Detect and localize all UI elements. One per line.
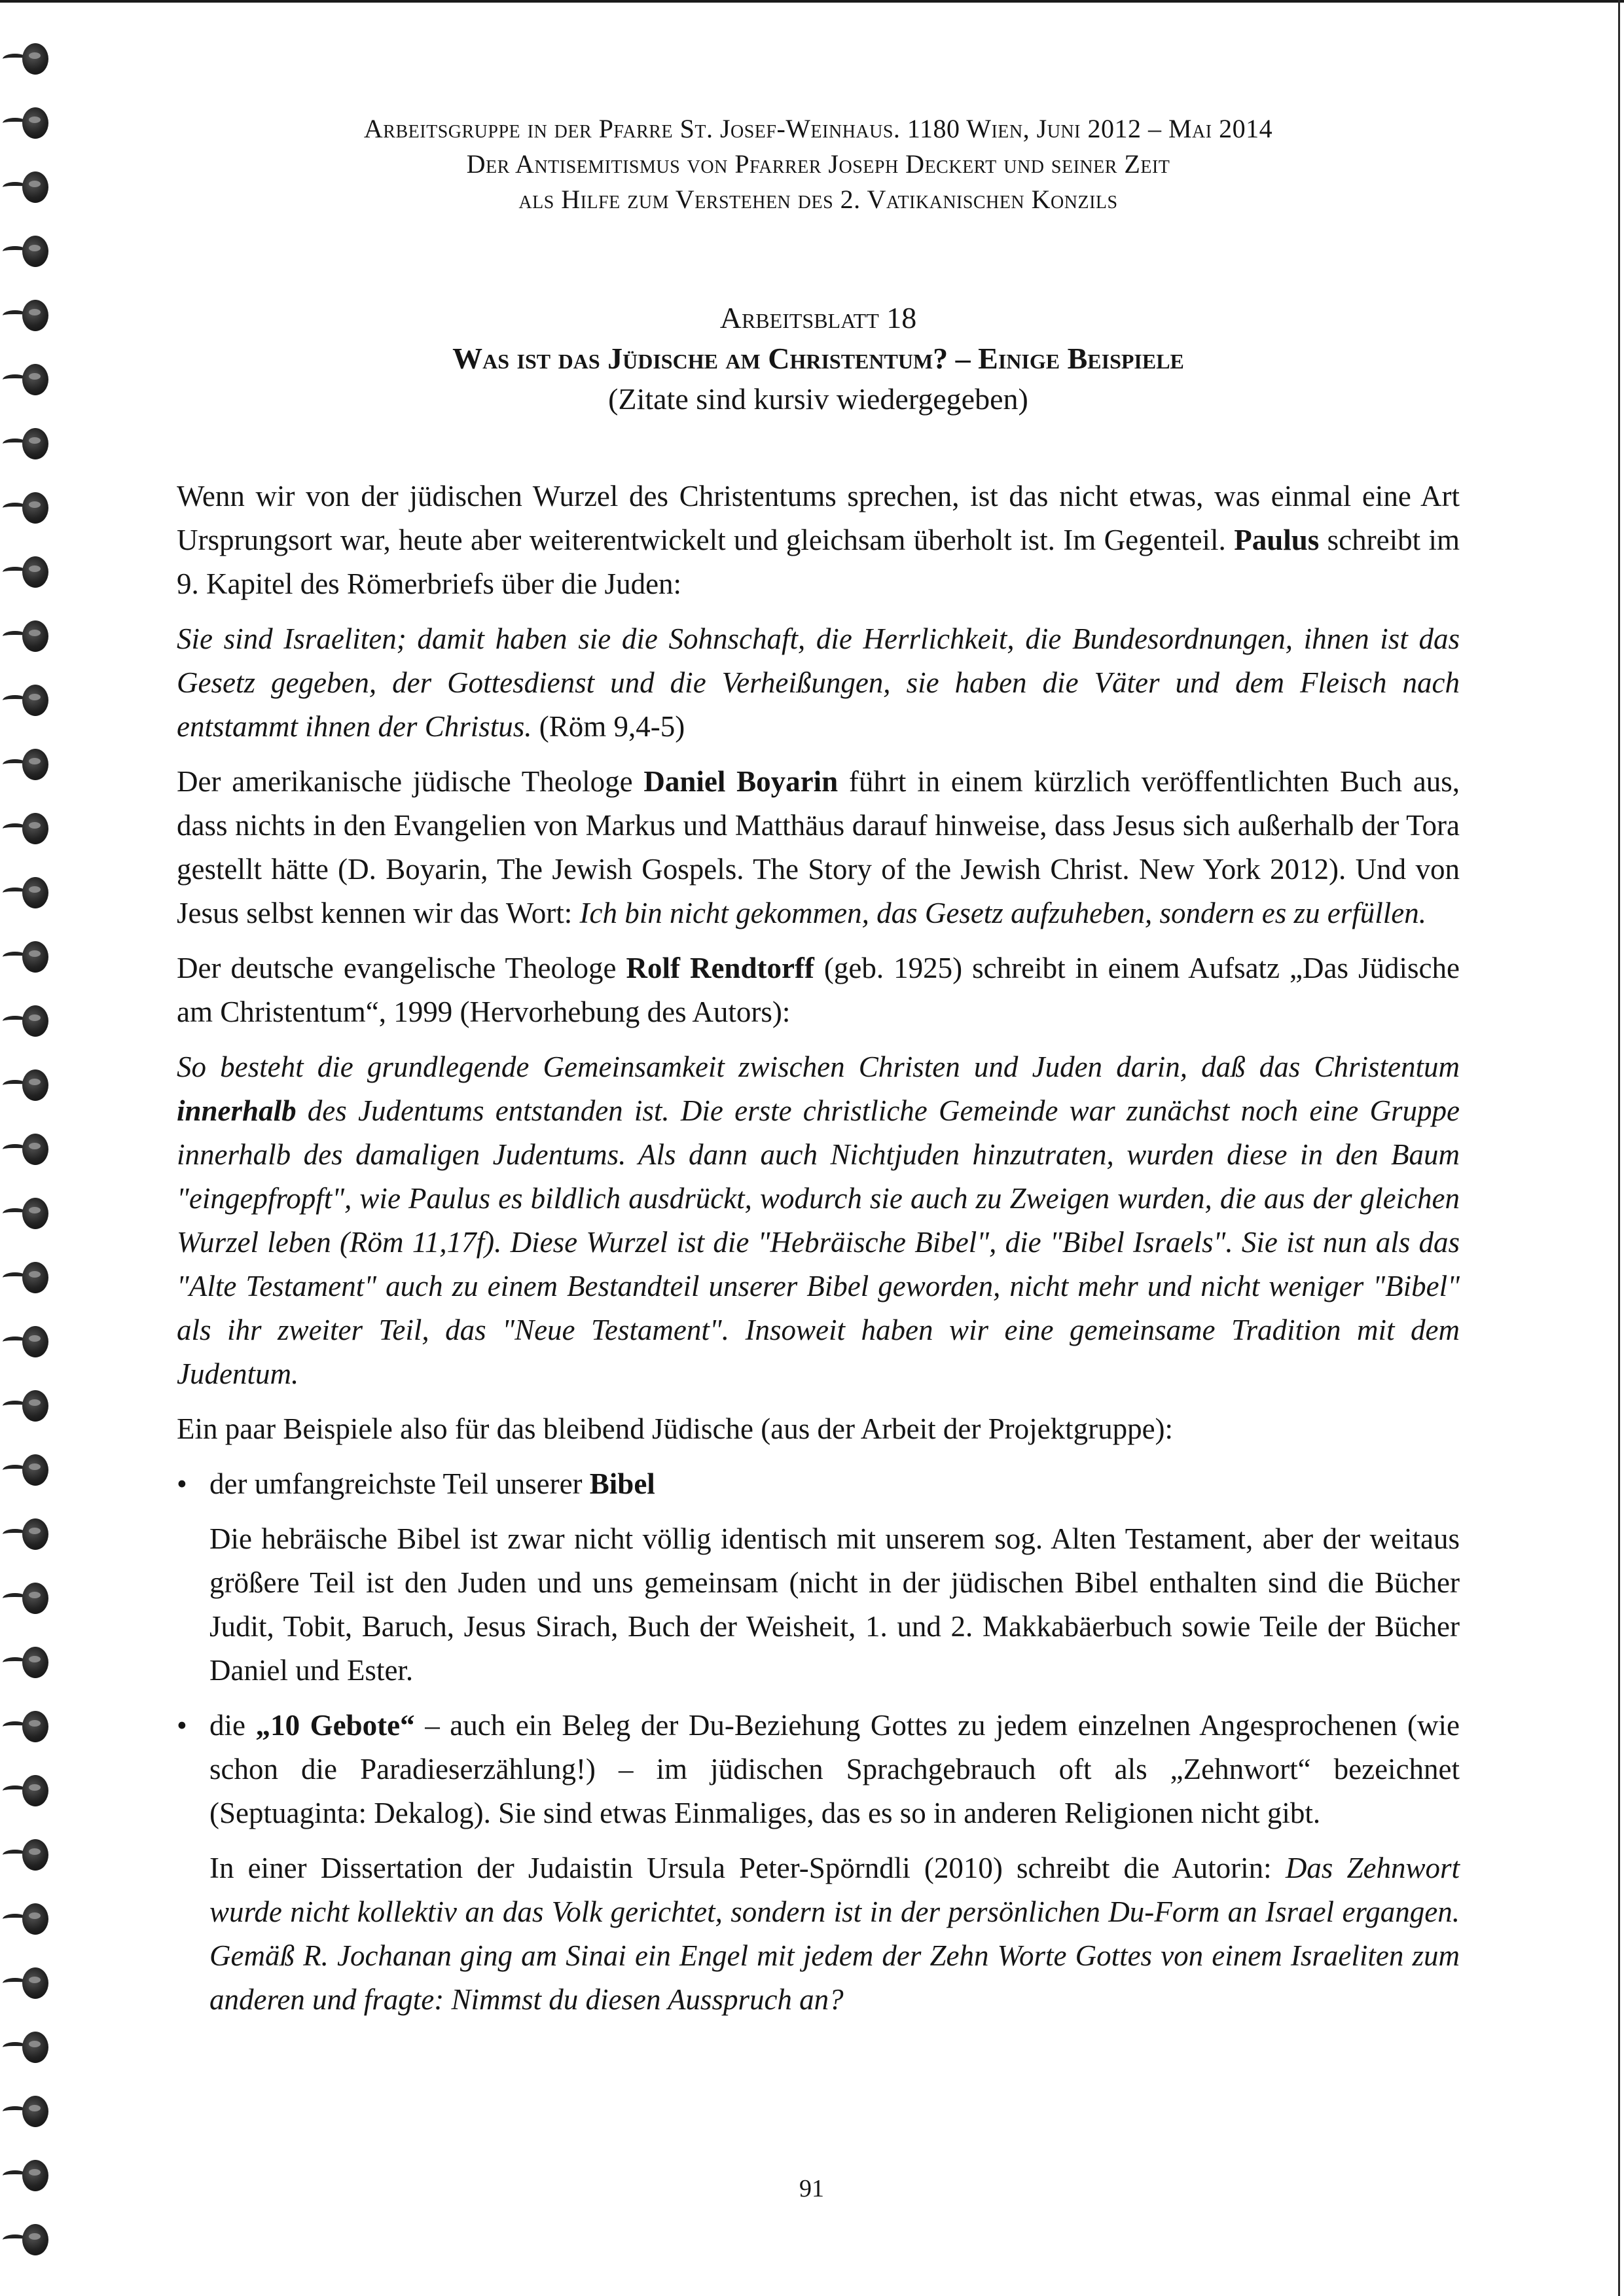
page-number: 91 [799,2175,824,2202]
paragraph-intro [177,475,1460,606]
binding-ring [3,168,51,207]
binding-coil [22,620,48,652]
worksheet-number: Arbeitsblatt 18 [719,301,917,334]
worksheet-subtitle: (Zitate sind kursiv wiedergegeben) [608,382,1028,416]
binding-coil [22,1518,48,1550]
binding-coil [22,2224,48,2255]
binding-coil [22,1005,48,1037]
binding-coil [22,1262,48,1293]
binding-ring [3,232,51,271]
text-run: die [209,1709,256,1742]
binding-coil [22,492,48,524]
binding-coil [22,1775,48,1806]
paragraph-examples: Ein paar Beispiele also für das bleibend Jüdische (aus der Arbeit der Projektgruppe): [177,1412,1174,1445]
binding-ring [3,360,51,399]
binding-coil [22,428,48,459]
binding-coil [22,749,48,780]
quote-text: des Judentums entstanden ist. Die erste christliche Gemeinde war zunächst noch eine Gruppe innerhalb des damaligen Judentums. Als dann auch Nichtjuden hinzutraten, wurden diese in den Baum "eingepfropft", wie Paulus es bildlich ausdrückt, wodurch sie auch zu Zweigen wurden, die aus der gleichen Wurzel leben (Röm 11,17f). Diese Wurzel ist die "Hebräische Bibel", die "Bibel Israels". Sie ist nun als das "Alte Testament" auch zu einem Bestandteil unserer Bibel geworden, nicht mehr und nicht weniger "Bibel" als ihr zweiter Teil, das "Neue Testament". Insoweit haben wir eine gemeinsame Tradition mit dem Judentum. [177,1094,1460,1390]
quote-rendtorff [177,1045,1460,1396]
binding-coil [22,556,48,588]
text-run: Der amerikanische jüdische Theologe [177,765,644,798]
binding-coil [22,1134,48,1165]
binding-ring [3,1386,51,1426]
bold-name-boyarin: Daniel Boyarin [643,765,839,798]
binding-coil [22,877,48,908]
binding-ring [3,1771,51,1810]
binding-coil [22,1711,48,1742]
binding-ring [3,2092,51,2131]
document-header [164,111,1473,217]
scan-top-edge [0,0,1624,3]
paragraph-dissertation [177,1846,1460,2022]
binding-ring [3,937,51,977]
worksheet-title-block [164,298,1473,420]
binding-coil [22,1967,48,1999]
text-run: In einer Dissertation der Judaistin Ursula Peter-Spörndli (2010) schreibt die Autorin: [209,1852,1286,1884]
binding-coil [22,171,48,203]
binding-coil [22,1326,48,1357]
bold-name-paulus: Paulus [1234,524,1320,556]
binding-coil [22,1583,48,1614]
text-run: (geb. 1925) schreibt in einem Aufsatz „Das Jüdische am Christentum“, 1999 (Hervorhebung des Autors): [177,952,1460,1028]
binding-ring [3,1258,51,1297]
binding-ring [3,809,51,848]
binding-ring [3,1322,51,1361]
binding-coil [22,2032,48,2063]
binding-coil [22,1839,48,1871]
binding-ring [3,1707,51,1746]
quote-text: Sie sind Israeliten; damit haben sie die Sohnschaft, die Herrlichkeit, die Bundesordnungen, ihnen ist das Gesetz gegeben, der Gottesdienst und die Verheißungen, sie haben die Väter und dem Fleisch nach entstammt ihnen der Christus. [177,622,1460,743]
binding-coil [22,1454,48,1486]
binding-ring [3,745,51,784]
binding-ring [3,1643,51,1682]
binding-coil [22,364,48,395]
binding-ring [3,488,51,528]
binding-ring [3,1450,51,1490]
binding-ring [3,1194,51,1233]
binding-coil [22,685,48,716]
binding-ring [3,1130,51,1169]
binding-ring [3,424,51,463]
binding-ring [3,39,51,79]
binding-coil [22,2160,48,2191]
binding-coil [22,1903,48,1935]
quote-emphasis: innerhalb [177,1094,297,1127]
binding-ring [3,103,51,143]
binding-coil [22,941,48,973]
document-body [177,475,1460,2033]
binding-coil [22,1069,48,1101]
text-run: Wenn wir von der jüdischen Wurzel des Christentums sprechen, ist das nicht etwas, was einmal eine Art Ursprungsort war, heute aber weiterentwickelt und gleichsam überholt ist. Im Gegenteil. [177,480,1460,556]
binding-coil [22,2096,48,2127]
binding-ring [3,552,51,592]
spiral-binding [0,0,59,2296]
quote-text: Das Zehnwort wurde nicht kollektiv an das Volk gerichtet, sondern ist in der persönlichen Du-Form an Israel ergangen. Gemäß R. Jochanan ging am Sinai ein Engel mit jedem der Zehn Worte Gottes von einem Israeliten zum anderen und fragte: Nimmst du diesen Ausspruch an? [209,1852,1460,2016]
text-run: schreibt im 9. Kapitel des Römerbriefs über die Juden: [177,524,1460,600]
binding-ring [3,1001,51,1041]
binding-coil [22,1390,48,1422]
header-line-2: Der Antisemitismus von Pfarrer Joseph Deckert und seiner Zeit [466,149,1170,179]
bullet-icon: • [177,1467,187,1500]
text-run: Der deutsche evangelische Theologe [177,952,626,984]
binding-coil [22,1198,48,1229]
binding-ring [3,1899,51,1939]
binding-ring [3,1579,51,1618]
list-item-bible-text: Die hebräische Bibel ist zwar nicht völlig identisch mit unserem sog. Alten Testament, aber der weitaus größere Teil ist den Juden und uns gemeinsam (nicht in der jüdischen Bibel enthalten sind die Bücher Judit, Tobit, Baruch, Jesus Sirach, Buch der Weisheit, 1. und 2. Makkabäerbuch sowie Teile der Bücher Daniel und Ester. [209,1522,1460,1687]
bold-term-gebote: „10 Gebote“ [255,1709,415,1742]
binding-ring [3,1066,51,1105]
binding-coil [22,813,48,844]
binding-coil [22,107,48,139]
binding-ring [3,1835,51,1874]
header-line-1: Arbeitsgruppe in der Pfarre St. Josef-Weinhaus. 1180 Wien, Juni 2012 – Mai 2014 [363,114,1273,143]
bold-term-bibel: Bibel [589,1467,655,1500]
binding-ring [3,2220,51,2259]
binding-ring [3,1515,51,1554]
quote-romans [177,617,1460,749]
paragraph-rendtorff [177,946,1460,1034]
text-run: der umfangreichste Teil unserer [209,1467,590,1500]
paragraph-boyarin [177,760,1460,935]
header-line-3: als Hilfe zum Verstehen des 2. Vatikanischen Konzils [518,185,1118,214]
binding-ring [3,681,51,720]
binding-ring [3,873,51,912]
binding-coil [22,236,48,267]
bold-name-rendtorff: Rolf Rendtorff [626,952,814,984]
quote-text: Ich bin nicht gekommen, das Gesetz aufzuheben, sondern es zu erfüllen. [579,897,1426,929]
binding-coil [22,300,48,331]
text-run: führt in einem kürzlich veröffentlichten Buch aus, dass nichts in den Evangelien von Markus und Matthäus darauf hinweise, dass Jesus sich außerhalb der Tora gestellt hätte (D. Boyarin, The Jewish Gospels. The Story of the Jewish Christ. New York 2012). Und von Jesus selbst kennen wir das Wort: [177,765,1460,929]
text-run: – auch ein Beleg der Du-Beziehung Gottes zu jedem einzelnen Angesprochenen (wie schon die Paradieserzählung!) – im jüdischen Sprachgebrauch oft als „Zehnwort“ bezeichnet (Septuaginta: Dekalog). Sie sind etwas Einmaliges, das es so in anderen Religionen nicht gibt. [209,1709,1460,1829]
binding-ring [3,2028,51,2067]
binding-coil [22,1647,48,1678]
list-item-bible [177,1462,1460,1506]
binding-ring [3,2156,51,2195]
binding-coil [22,43,48,75]
quote-reference: (Röm 9,4-5) [532,710,685,743]
quote-text: So besteht die grundlegende Gemeinsamkeit zwischen Christen und Juden darin, daß das Christentum [177,1050,1460,1083]
worksheet-title: Was ist das Jüdische am Christentum? – Einige Beispiele [452,342,1184,375]
list-item-commandments [177,1704,1460,1835]
binding-ring [3,1964,51,2003]
binding-ring [3,617,51,656]
scan-right-edge [1618,0,1620,2296]
binding-ring [3,296,51,335]
bullet-icon: • [177,1709,187,1742]
